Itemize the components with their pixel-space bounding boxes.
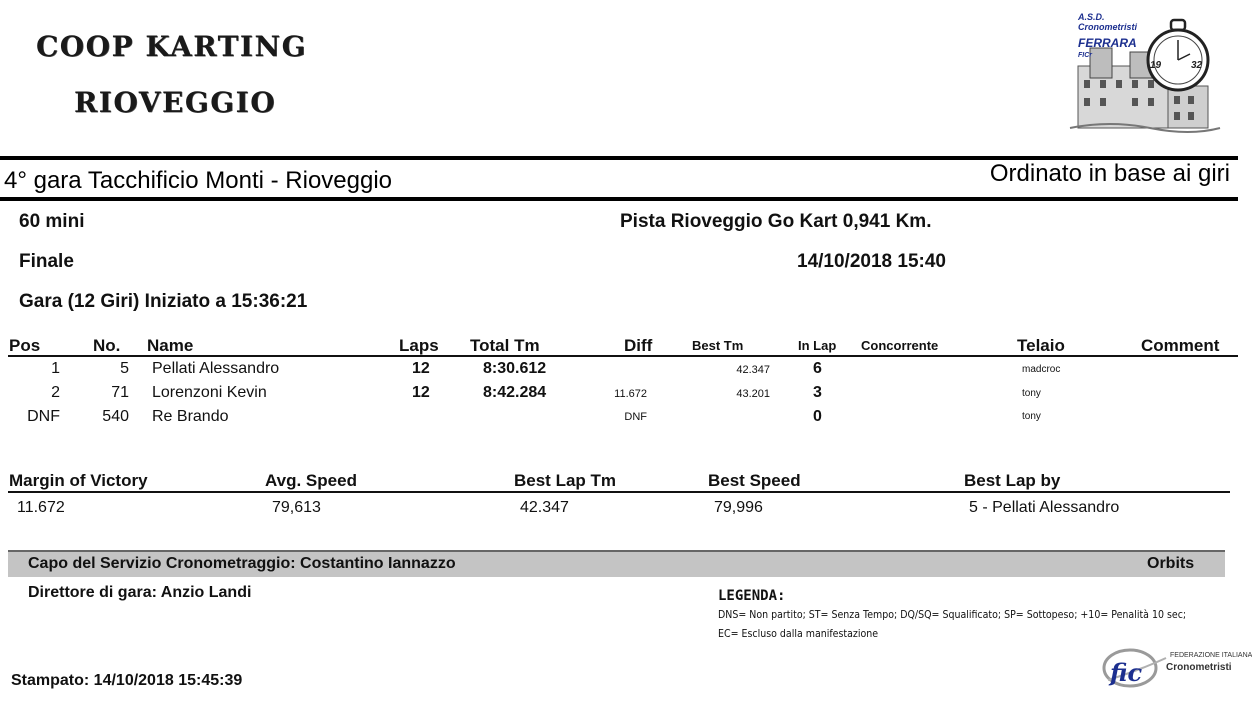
direttore-label: Direttore di gara: Anzio Landi	[28, 584, 252, 601]
row-in-lap: 6	[813, 360, 822, 377]
logo-year-left: 19	[1150, 60, 1162, 71]
summary-margin-header: Margin of Victory	[9, 471, 148, 490]
summary-margin-value: 11.672	[17, 499, 65, 516]
logo-ferrara-text: FERRARA	[1078, 36, 1137, 50]
orbits-label: Orbits	[1147, 555, 1195, 572]
club-name-line1: COOP KARTING	[36, 30, 308, 63]
legend-line-1: DNS= Non partito; ST= Senza Tempo; DQ/SQ= Squalificato; SP= Sottopeso; +10= Penalità 10 sec;	[718, 609, 1187, 621]
col-pos: Pos	[9, 336, 41, 355]
ficr-line2: Cronometristi	[1166, 662, 1232, 673]
event-title: 4° gara Tacchificio Monti - Rioveggio	[4, 167, 393, 194]
class-label: 60 mini	[19, 211, 85, 232]
race-info-label: Gara (12 Giri) Iniziato a 15:36:21	[19, 291, 308, 312]
legend-line-2: EC= Escluso dalla manifestazione	[718, 628, 879, 640]
title-bottom-rule	[0, 197, 1238, 201]
club-name-line2: RIOVEGGIO	[74, 86, 277, 119]
row-no: 71	[111, 384, 129, 401]
ficr-badge-text: fic	[1110, 658, 1143, 687]
logo-ficr-badge: FICr	[1078, 52, 1092, 59]
datetime-label: 14/10/2018 15:40	[797, 251, 946, 272]
row-pos: 1	[51, 360, 60, 377]
ficr-logo	[1100, 640, 1252, 690]
row-name: Re Brando	[152, 408, 229, 425]
summary-avg-speed-value: 79,613	[272, 499, 321, 516]
row-diff: DNF	[624, 411, 647, 423]
row-pos: DNF	[27, 408, 60, 425]
summary-avg-speed-header: Avg. Speed	[265, 471, 357, 490]
col-best: Best Tm	[692, 338, 744, 353]
results-header-rule	[8, 355, 1238, 357]
sort-note: Ordinato in base ai giri	[989, 160, 1230, 187]
summary-header-rule	[8, 491, 1230, 493]
row-total: 8:42.284	[483, 384, 547, 401]
summary-best-speed-header: Best Speed	[708, 471, 801, 490]
col-comment: Comment	[1141, 336, 1220, 355]
col-total: Total Tm	[470, 336, 540, 355]
row-name: Pellati Alessandro	[152, 360, 280, 377]
ficr-line1: FEDERAZIONE ITALIANA	[1170, 652, 1252, 659]
row-telaio: tony	[1022, 388, 1041, 399]
row-best: 43.201	[736, 388, 770, 400]
summary-best-lap-tm-value: 42.347	[520, 499, 569, 516]
summary-best-lap-tm-header: Best Lap Tm	[514, 471, 617, 490]
summary-best-lap-by-header: Best Lap by	[964, 471, 1061, 490]
row-no: 5	[120, 360, 129, 377]
row-in-lap: 3	[813, 384, 822, 401]
summary-best-lap-by-value: 5 - Pellati Alessandro	[969, 499, 1120, 516]
col-in-lap: In Lap	[798, 338, 837, 353]
row-name: Lorenzoni Kevin	[152, 384, 267, 401]
logo-cronometristi-text: Cronometristi	[1078, 22, 1138, 32]
logo-asd-text: A.S.D.	[1078, 12, 1105, 22]
row-diff: 11.672	[614, 388, 647, 400]
col-concorrente: Concorrente	[861, 338, 939, 353]
col-name: Name	[147, 336, 194, 355]
row-total: 8:30.612	[483, 360, 547, 377]
row-no: 540	[102, 408, 129, 425]
row-telaio: tony	[1022, 411, 1041, 422]
session-label: Finale	[19, 251, 74, 272]
col-no: No.	[93, 336, 121, 355]
col-laps: Laps	[399, 336, 439, 355]
capo-servizio-label: Capo del Servizio Cronometraggio: Costantino Iannazzo	[28, 555, 456, 572]
row-pos: 2	[51, 384, 60, 401]
cronometristi-ferrara-logo	[1070, 8, 1220, 136]
row-in-lap: 0	[813, 408, 822, 425]
stampato-label: Stampato: 14/10/2018 15:45:39	[11, 672, 243, 689]
col-telaio: Telaio	[1017, 336, 1065, 355]
row-laps: 12	[412, 384, 430, 401]
legend-title: LEGENDA:	[718, 588, 786, 604]
summary-best-speed-value: 79,996	[714, 499, 763, 516]
row-telaio: madcroc	[1022, 364, 1061, 375]
col-diff: Diff	[624, 336, 653, 355]
row-best: 42.347	[736, 364, 770, 376]
row-laps: 12	[412, 360, 430, 377]
logo-year-right: 32	[1191, 60, 1203, 71]
track-label: Pista Rioveggio Go Kart 0,941 Km.	[620, 211, 932, 232]
